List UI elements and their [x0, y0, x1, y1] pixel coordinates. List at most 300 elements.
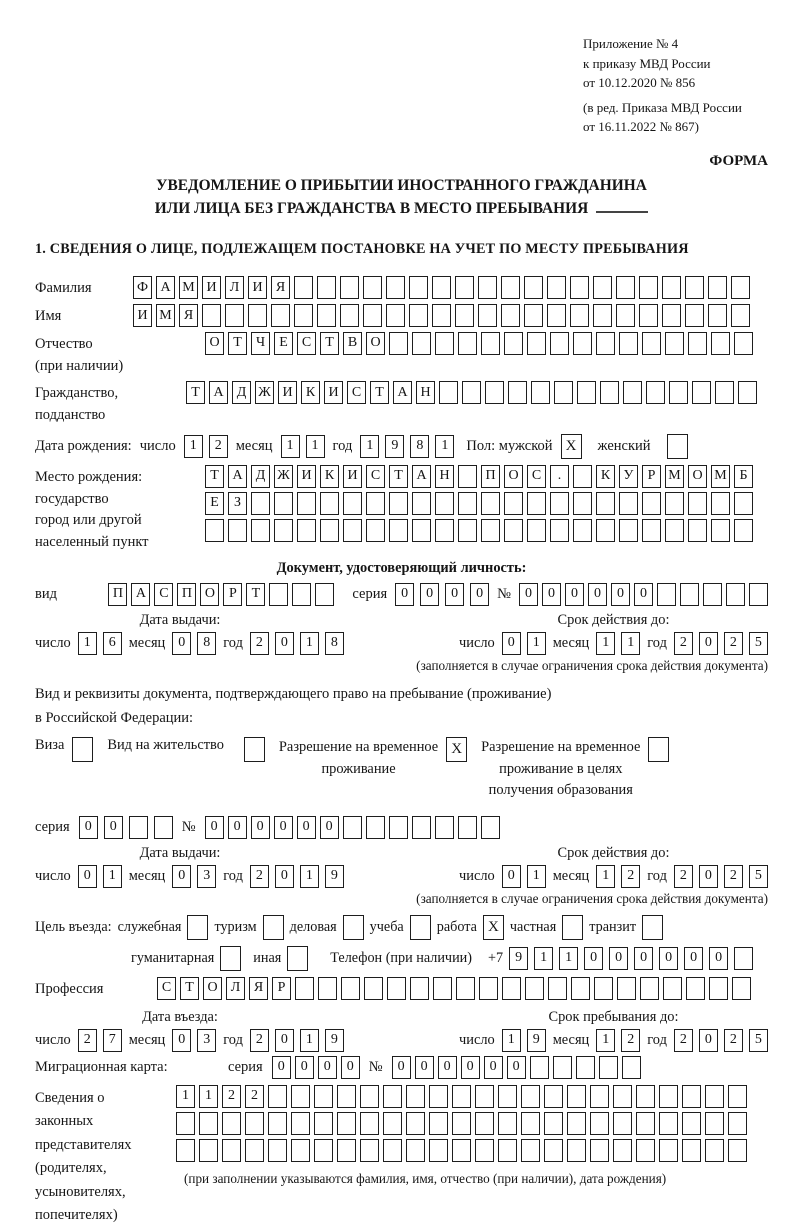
char-box[interactable]: С: [347, 381, 366, 404]
char-box[interactable]: [176, 1139, 195, 1162]
char-box[interactable]: 3: [197, 865, 216, 888]
char-box[interactable]: [455, 304, 474, 327]
char-box[interactable]: 0: [699, 632, 718, 655]
char-box[interactable]: А: [228, 465, 247, 488]
char-box[interactable]: [337, 1139, 356, 1162]
char-box[interactable]: [734, 947, 753, 970]
char-box[interactable]: [340, 304, 359, 327]
char-box[interactable]: Ч: [251, 332, 270, 355]
char-box[interactable]: [659, 1112, 678, 1135]
char-box[interactable]: 8: [410, 435, 429, 458]
char-box[interactable]: [429, 1085, 448, 1108]
char-box[interactable]: [406, 1085, 425, 1108]
char-box[interactable]: [527, 332, 546, 355]
char-box[interactable]: 0: [395, 583, 414, 606]
char-box[interactable]: [363, 276, 382, 299]
char-box[interactable]: Р: [642, 465, 661, 488]
char-box[interactable]: [728, 1085, 747, 1108]
char-box[interactable]: [657, 583, 676, 606]
char-box[interactable]: [613, 1112, 632, 1135]
char-box[interactable]: 2: [250, 632, 269, 655]
char-box[interactable]: [686, 977, 705, 1000]
char-box[interactable]: [320, 519, 339, 542]
char-box[interactable]: [386, 304, 405, 327]
char-box[interactable]: [406, 1139, 425, 1162]
char-box[interactable]: 2: [674, 1029, 693, 1052]
char-box[interactable]: 1: [534, 947, 553, 970]
char-box[interactable]: [462, 381, 481, 404]
checkbox-tourism[interactable]: [263, 915, 284, 940]
char-box[interactable]: 1: [199, 1085, 218, 1108]
char-box[interactable]: [659, 1085, 678, 1108]
char-box[interactable]: Т: [228, 332, 247, 355]
char-box[interactable]: Т: [389, 465, 408, 488]
char-box[interactable]: Л: [226, 977, 245, 1000]
char-box[interactable]: [590, 1139, 609, 1162]
char-box[interactable]: .: [550, 465, 569, 488]
char-box[interactable]: [573, 519, 592, 542]
char-box[interactable]: 1: [300, 632, 319, 655]
char-box[interactable]: [544, 1112, 563, 1135]
char-box[interactable]: [456, 977, 475, 1000]
char-box[interactable]: 5: [749, 865, 768, 888]
char-box[interactable]: [715, 381, 734, 404]
char-box[interactable]: [636, 1139, 655, 1162]
char-box[interactable]: Я: [179, 304, 198, 327]
char-box[interactable]: [688, 519, 707, 542]
char-box[interactable]: 0: [341, 1056, 360, 1079]
checkbox-private[interactable]: [562, 915, 583, 940]
char-box[interactable]: [389, 332, 408, 355]
char-box[interactable]: [498, 1139, 517, 1162]
char-box[interactable]: [731, 304, 750, 327]
char-box[interactable]: [576, 1056, 595, 1079]
char-box[interactable]: [731, 276, 750, 299]
char-box[interactable]: 0: [584, 947, 603, 970]
char-box[interactable]: 2: [222, 1085, 241, 1108]
char-box[interactable]: П: [108, 583, 127, 606]
char-box[interactable]: [498, 1085, 517, 1108]
char-box[interactable]: [228, 519, 247, 542]
char-box[interactable]: 1: [300, 865, 319, 888]
char-box[interactable]: 1: [621, 632, 640, 655]
char-box[interactable]: [594, 977, 613, 1000]
char-box[interactable]: 2: [724, 1029, 743, 1052]
char-box[interactable]: [455, 276, 474, 299]
char-box[interactable]: [573, 332, 592, 355]
char-box[interactable]: С: [154, 583, 173, 606]
char-box[interactable]: [639, 304, 658, 327]
char-box[interactable]: 9: [325, 1029, 344, 1052]
char-box[interactable]: [688, 492, 707, 515]
char-box[interactable]: [245, 1112, 264, 1135]
char-box[interactable]: [682, 1112, 701, 1135]
checkbox-transit[interactable]: [642, 915, 663, 940]
char-box[interactable]: [501, 304, 520, 327]
char-box[interactable]: [685, 304, 704, 327]
char-box[interactable]: 9: [385, 435, 404, 458]
char-box[interactable]: [548, 977, 567, 1000]
char-box[interactable]: [366, 816, 385, 839]
char-box[interactable]: [269, 583, 288, 606]
char-box[interactable]: [271, 304, 290, 327]
char-box[interactable]: [504, 332, 523, 355]
char-box[interactable]: [458, 816, 477, 839]
char-box[interactable]: [640, 977, 659, 1000]
char-box[interactable]: [646, 381, 665, 404]
char-box[interactable]: 9: [527, 1029, 546, 1052]
char-box[interactable]: [274, 519, 293, 542]
char-box[interactable]: [669, 381, 688, 404]
char-box[interactable]: [662, 304, 681, 327]
char-box[interactable]: [734, 519, 753, 542]
checkbox-humanitarian[interactable]: [220, 946, 241, 971]
char-box[interactable]: 0: [634, 583, 653, 606]
char-box[interactable]: [600, 381, 619, 404]
char-box[interactable]: [547, 276, 566, 299]
char-box[interactable]: [530, 1056, 549, 1079]
char-box[interactable]: [383, 1112, 402, 1135]
char-box[interactable]: 1: [559, 947, 578, 970]
char-box[interactable]: 0: [228, 816, 247, 839]
char-box[interactable]: 0: [392, 1056, 411, 1079]
checkbox-business[interactable]: [343, 915, 364, 940]
char-box[interactable]: [317, 304, 336, 327]
char-box[interactable]: [688, 332, 707, 355]
char-box[interactable]: [294, 276, 313, 299]
char-box[interactable]: [320, 492, 339, 515]
char-box[interactable]: [485, 381, 504, 404]
char-box[interactable]: 1: [596, 865, 615, 888]
char-box[interactable]: [662, 276, 681, 299]
char-box[interactable]: [360, 1085, 379, 1108]
char-box[interactable]: [571, 977, 590, 1000]
char-box[interactable]: [553, 1056, 572, 1079]
char-box[interactable]: [567, 1112, 586, 1135]
char-box[interactable]: 0: [565, 583, 584, 606]
char-box[interactable]: [337, 1085, 356, 1108]
char-box[interactable]: [291, 1085, 310, 1108]
char-box[interactable]: Ж: [255, 381, 274, 404]
char-box[interactable]: [680, 583, 699, 606]
char-box[interactable]: [734, 492, 753, 515]
char-box[interactable]: И: [133, 304, 152, 327]
char-box[interactable]: [709, 977, 728, 1000]
checkbox-work[interactable]: X: [483, 915, 504, 940]
char-box[interactable]: Б: [734, 465, 753, 488]
char-box[interactable]: [734, 332, 753, 355]
char-box[interactable]: 0: [699, 865, 718, 888]
char-box[interactable]: 0: [205, 816, 224, 839]
char-box[interactable]: [726, 583, 745, 606]
char-box[interactable]: [738, 381, 757, 404]
char-box[interactable]: 1: [184, 435, 203, 458]
char-box[interactable]: [274, 492, 293, 515]
char-box[interactable]: 2: [250, 1029, 269, 1052]
char-box[interactable]: 0: [470, 583, 489, 606]
char-box[interactable]: 0: [78, 865, 97, 888]
char-box[interactable]: [360, 1112, 379, 1135]
char-box[interactable]: [508, 381, 527, 404]
char-box[interactable]: [596, 492, 615, 515]
char-box[interactable]: [389, 816, 408, 839]
char-box[interactable]: 0: [172, 632, 191, 655]
char-box[interactable]: [343, 816, 362, 839]
char-box[interactable]: 1: [435, 435, 454, 458]
char-box[interactable]: [429, 1112, 448, 1135]
char-box[interactable]: А: [156, 276, 175, 299]
char-box[interactable]: [619, 492, 638, 515]
char-box[interactable]: 0: [295, 1056, 314, 1079]
checkbox-visa[interactable]: [72, 737, 93, 762]
char-box[interactable]: 0: [172, 865, 191, 888]
char-box[interactable]: [619, 332, 638, 355]
char-box[interactable]: [315, 583, 334, 606]
char-box[interactable]: Н: [416, 381, 435, 404]
char-box[interactable]: И: [324, 381, 343, 404]
char-box[interactable]: Р: [272, 977, 291, 1000]
char-box[interactable]: [639, 276, 658, 299]
char-box[interactable]: 0: [484, 1056, 503, 1079]
char-box[interactable]: [749, 583, 768, 606]
char-box[interactable]: [481, 492, 500, 515]
char-box[interactable]: Д: [251, 465, 270, 488]
char-box[interactable]: 1: [596, 1029, 615, 1052]
char-box[interactable]: [599, 1056, 618, 1079]
char-box[interactable]: 2: [724, 865, 743, 888]
char-box[interactable]: 2: [621, 865, 640, 888]
char-box[interactable]: [479, 977, 498, 1000]
char-box[interactable]: [435, 492, 454, 515]
checkbox-female[interactable]: [667, 434, 688, 459]
char-box[interactable]: [521, 1085, 540, 1108]
char-box[interactable]: [386, 276, 405, 299]
char-box[interactable]: [711, 492, 730, 515]
char-box[interactable]: [337, 1112, 356, 1135]
char-box[interactable]: С: [366, 465, 385, 488]
char-box[interactable]: [458, 492, 477, 515]
char-box[interactable]: [619, 519, 638, 542]
char-box[interactable]: [596, 332, 615, 355]
char-box[interactable]: [314, 1139, 333, 1162]
checkbox-male[interactable]: X: [561, 434, 582, 459]
char-box[interactable]: [412, 492, 431, 515]
char-box[interactable]: [593, 276, 612, 299]
char-box[interactable]: [364, 977, 383, 1000]
char-box[interactable]: [481, 332, 500, 355]
char-box[interactable]: 1: [360, 435, 379, 458]
char-box[interactable]: [412, 519, 431, 542]
char-box[interactable]: [705, 1139, 724, 1162]
char-box[interactable]: 1: [502, 1029, 521, 1052]
char-box[interactable]: [636, 1112, 655, 1135]
char-box[interactable]: [705, 1112, 724, 1135]
char-box[interactable]: [199, 1112, 218, 1135]
char-box[interactable]: [433, 977, 452, 1000]
char-box[interactable]: [665, 332, 684, 355]
char-box[interactable]: 0: [275, 632, 294, 655]
char-box[interactable]: 9: [509, 947, 528, 970]
char-box[interactable]: [154, 816, 173, 839]
char-box[interactable]: [708, 276, 727, 299]
char-box[interactable]: [613, 1139, 632, 1162]
char-box[interactable]: 0: [415, 1056, 434, 1079]
char-box[interactable]: [692, 381, 711, 404]
char-box[interactable]: [383, 1139, 402, 1162]
char-box[interactable]: 0: [79, 816, 98, 839]
char-box[interactable]: 0: [609, 947, 628, 970]
char-box[interactable]: И: [343, 465, 362, 488]
char-box[interactable]: [199, 1139, 218, 1162]
char-box[interactable]: [129, 816, 148, 839]
char-box[interactable]: Т: [205, 465, 224, 488]
char-box[interactable]: [343, 492, 362, 515]
char-box[interactable]: 0: [420, 583, 439, 606]
char-box[interactable]: [665, 519, 684, 542]
char-box[interactable]: [531, 381, 550, 404]
char-box[interactable]: 1: [300, 1029, 319, 1052]
char-box[interactable]: 1: [527, 632, 546, 655]
char-box[interactable]: К: [301, 381, 320, 404]
char-box[interactable]: 2: [674, 865, 693, 888]
char-box[interactable]: [389, 492, 408, 515]
char-box[interactable]: [360, 1139, 379, 1162]
char-box[interactable]: [617, 977, 636, 1000]
char-box[interactable]: 0: [502, 865, 521, 888]
char-box[interactable]: [314, 1085, 333, 1108]
char-box[interactable]: [383, 1085, 402, 1108]
char-box[interactable]: [711, 332, 730, 355]
char-box[interactable]: 0: [104, 816, 123, 839]
char-box[interactable]: [318, 977, 337, 1000]
char-box[interactable]: 0: [275, 865, 294, 888]
char-box[interactable]: М: [665, 465, 684, 488]
char-box[interactable]: П: [177, 583, 196, 606]
char-box[interactable]: 0: [438, 1056, 457, 1079]
char-box[interactable]: 0: [709, 947, 728, 970]
char-box[interactable]: 3: [197, 1029, 216, 1052]
char-box[interactable]: М: [156, 304, 175, 327]
char-box[interactable]: Ф: [133, 276, 152, 299]
char-box[interactable]: [642, 519, 661, 542]
char-box[interactable]: 1: [103, 865, 122, 888]
checkbox-residence-permit[interactable]: [244, 737, 265, 762]
char-box[interactable]: Т: [180, 977, 199, 1000]
char-box[interactable]: [705, 1085, 724, 1108]
char-box[interactable]: Т: [370, 381, 389, 404]
char-box[interactable]: О: [205, 332, 224, 355]
char-box[interactable]: [475, 1085, 494, 1108]
char-box[interactable]: 2: [245, 1085, 264, 1108]
char-box[interactable]: 9: [325, 865, 344, 888]
char-box[interactable]: [245, 1139, 264, 1162]
char-box[interactable]: [295, 977, 314, 1000]
char-box[interactable]: [458, 332, 477, 355]
char-box[interactable]: И: [297, 465, 316, 488]
char-box[interactable]: 0: [542, 583, 561, 606]
char-box[interactable]: [406, 1112, 425, 1135]
checkbox-temp-residence-education[interactable]: [648, 737, 669, 762]
char-box[interactable]: Е: [274, 332, 293, 355]
char-box[interactable]: 0: [251, 816, 270, 839]
char-box[interactable]: С: [297, 332, 316, 355]
char-box[interactable]: [292, 583, 311, 606]
char-box[interactable]: [728, 1112, 747, 1135]
char-box[interactable]: 2: [78, 1029, 97, 1052]
char-box[interactable]: Л: [225, 276, 244, 299]
char-box[interactable]: [475, 1139, 494, 1162]
char-box[interactable]: [682, 1085, 701, 1108]
char-box[interactable]: 2: [250, 865, 269, 888]
checkbox-official[interactable]: [187, 915, 208, 940]
char-box[interactable]: И: [278, 381, 297, 404]
char-box[interactable]: [613, 1085, 632, 1108]
char-box[interactable]: И: [202, 276, 221, 299]
char-box[interactable]: [176, 1112, 195, 1135]
char-box[interactable]: 2: [674, 632, 693, 655]
char-box[interactable]: [527, 492, 546, 515]
char-box[interactable]: [642, 492, 661, 515]
char-box[interactable]: [524, 304, 543, 327]
char-box[interactable]: [481, 519, 500, 542]
char-box[interactable]: Т: [320, 332, 339, 355]
char-box[interactable]: [366, 519, 385, 542]
char-box[interactable]: Е: [205, 492, 224, 515]
char-box[interactable]: 0: [318, 1056, 337, 1079]
char-box[interactable]: 0: [274, 816, 293, 839]
char-box[interactable]: [501, 276, 520, 299]
char-box[interactable]: 0: [502, 632, 521, 655]
char-box[interactable]: И: [248, 276, 267, 299]
char-box[interactable]: [567, 1139, 586, 1162]
char-box[interactable]: [550, 519, 569, 542]
char-box[interactable]: [478, 304, 497, 327]
char-box[interactable]: [363, 304, 382, 327]
char-box[interactable]: [623, 381, 642, 404]
char-box[interactable]: О: [200, 583, 219, 606]
char-box[interactable]: [732, 977, 751, 1000]
char-box[interactable]: [452, 1085, 471, 1108]
char-box[interactable]: [291, 1139, 310, 1162]
char-box[interactable]: 0: [461, 1056, 480, 1079]
char-box[interactable]: 5: [749, 1029, 768, 1052]
char-box[interactable]: К: [320, 465, 339, 488]
char-box[interactable]: [527, 519, 546, 542]
char-box[interactable]: [314, 1112, 333, 1135]
char-box[interactable]: [389, 519, 408, 542]
char-box[interactable]: [458, 519, 477, 542]
char-box[interactable]: О: [688, 465, 707, 488]
char-box[interactable]: 5: [749, 632, 768, 655]
char-box[interactable]: [294, 304, 313, 327]
char-box[interactable]: О: [504, 465, 523, 488]
char-box[interactable]: [636, 1085, 655, 1108]
char-box[interactable]: [478, 276, 497, 299]
char-box[interactable]: [429, 1139, 448, 1162]
char-box[interactable]: [524, 276, 543, 299]
char-box[interactable]: [504, 519, 523, 542]
char-box[interactable]: [268, 1085, 287, 1108]
char-box[interactable]: 1: [281, 435, 300, 458]
char-box[interactable]: [622, 1056, 641, 1079]
char-box[interactable]: [340, 276, 359, 299]
char-box[interactable]: 6: [103, 632, 122, 655]
char-box[interactable]: [544, 1139, 563, 1162]
char-box[interactable]: [409, 304, 428, 327]
char-box[interactable]: [682, 1139, 701, 1162]
char-box[interactable]: 1: [78, 632, 97, 655]
char-box[interactable]: [663, 977, 682, 1000]
